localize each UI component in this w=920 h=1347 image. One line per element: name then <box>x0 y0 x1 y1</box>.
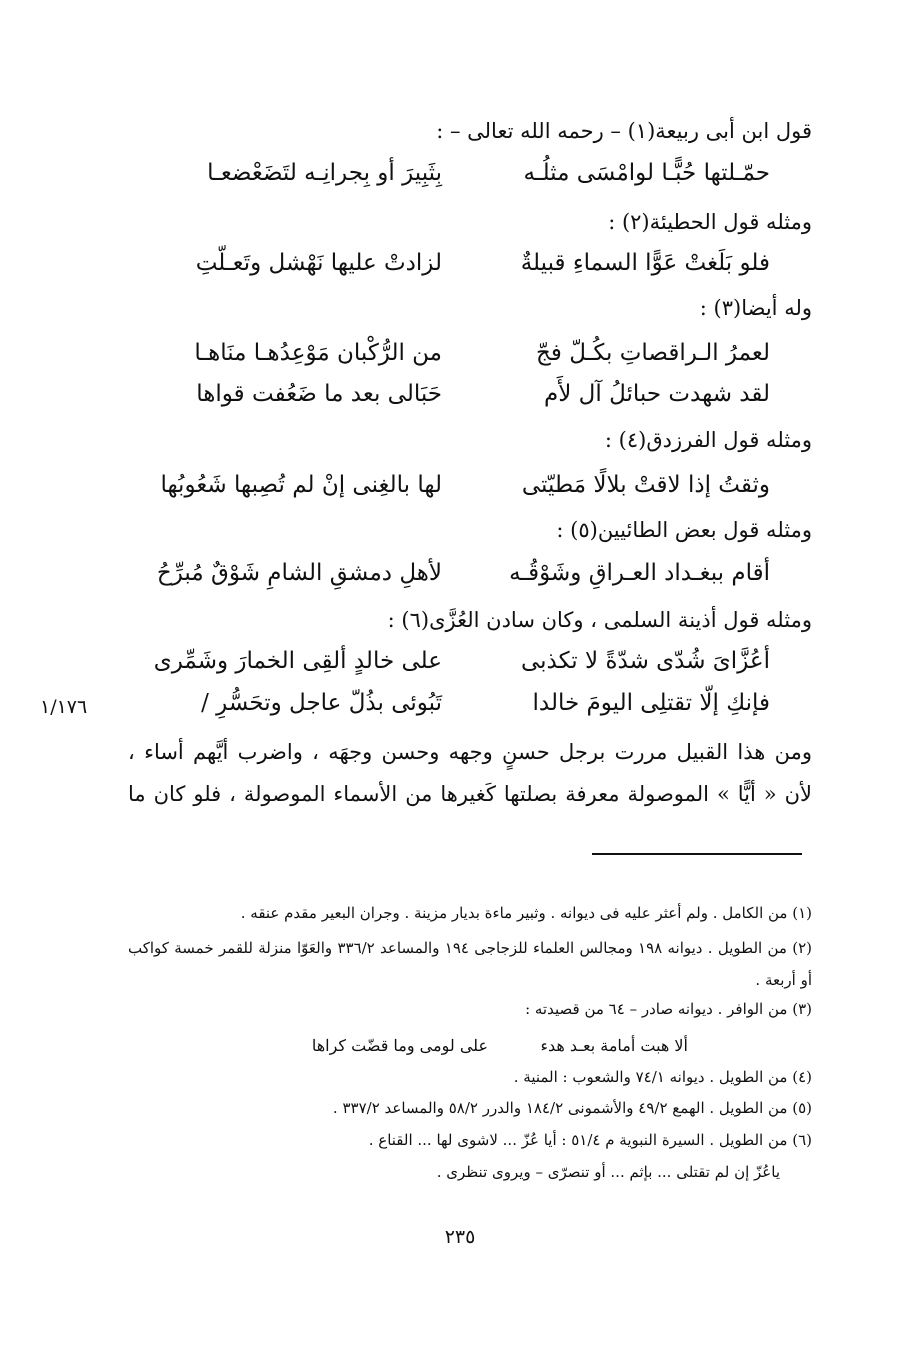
prose-line: ومن هذا القبيل مررت برجل حسنٍ وجهه وحسن وجهَه ، واضرب أيَّهم أساء ، <box>128 740 812 764</box>
verse-first-hemistich: فلو بَلَغتْ عَوًّا السماءِ قبيلةٌ <box>520 250 770 276</box>
verse-second-hemistich: لها بالغِنى إنْ لم تُصِبها شَعُوبُها <box>160 472 442 498</box>
verse-intro-ibn-abi-rabia: قول ابن أبى ربيعة(١) – رحمه الله تعالى – : <box>436 119 812 143</box>
verse-line <box>0 560 920 600</box>
verse-first-hemistich: حمّـلتها حُبًّـا لوامْسَى مثلُـه <box>523 160 770 186</box>
verse-second-hemistich: على خالدٍ ألقِى الخمارَ وشَمِّرى <box>153 648 442 674</box>
verse-first-hemistich: فإنكِ إلّا تقتلِى اليومَ خالدا <box>532 690 770 716</box>
footnote-1: (١) من الكامل . ولم أعثر عليه فى ديوانه . وثبير ماءة بديار مزينة . وجران البعير مقدم عنقه . <box>240 904 812 922</box>
footnote-separator <box>592 853 802 855</box>
verse-second-hemistich: لزادتْ عليها نَهْشل وتَعـلّتِ <box>195 250 442 276</box>
verse-second-hemistich: بِثَبِيرَ أو بِجرانِـه لتَضَعْضعـا <box>207 160 442 186</box>
margin-page-reference: ١/١٧٦ <box>40 696 88 718</box>
page-number: ٢٣٥ <box>444 1226 476 1248</box>
footnote-6: (٦) من الطويل . السيرة النبوية م ٥١/٤ : أيا عُزّ ... لاشوى لها ... القناع . <box>368 1131 812 1149</box>
verse-line <box>0 648 920 688</box>
verse-intro-udhayna: ومثله قول أذينة السلمى ، وكان سادن العُزَّى(٦) : <box>387 608 812 632</box>
verse-intro-farazdaq: ومثله قول الفرزدق(٤) : <box>604 428 812 452</box>
verse-intro-taiyin: ومثله قول بعض الطائيين(٥) : <box>556 518 812 542</box>
verse-line <box>0 690 920 730</box>
verse-line <box>0 340 920 380</box>
verse-line <box>0 472 920 512</box>
verse-line <box>0 381 920 421</box>
footnote-5: (٥) من الطويل . الهمع ٤٩/٢ والأشمونى ١٨٤/٢ والدرر ٥٨/٢ والمساعد ٣٣٧/٢ . <box>332 1099 812 1117</box>
verse-intro-hutaya: ومثله قول الحطيئة(٢) : <box>608 210 812 234</box>
verse-first-hemistich: لقد شهدت حبائلُ آل لأَم <box>543 381 770 407</box>
footnote-2: (٢) من الطويل . ديوانه ١٩٨ ومجالس العلماء للزجاجى ١٩٤ والمساعد ٣٣٦/٢ والعَوّا منزلة للقمر خمسة كواكب أو أربعة . <box>128 939 813 989</box>
verse-intro-also: وله أيضا(٣) : <box>699 296 812 320</box>
footnote-3-verse <box>0 1036 920 1066</box>
verse-first-hemistich: لعمرُ الـراقصاتِ بكُـلّ فجّ <box>536 340 770 366</box>
verse-second-hemistich: لأهلِ دمشقِ الشامِ شَوْقٌ مُبرِّحُ <box>156 560 442 586</box>
verse-first-hemistich: أعُزَّاىَ شُدّى شدّةً لا تكذبى <box>520 648 770 674</box>
verse-first-hemistich: وثقتُ إذا لاقتْ بلالًا مَطيّتى <box>521 472 770 498</box>
verse-line <box>0 250 920 290</box>
verse-second-hemistich: على لومى وما قضّت كراها <box>311 1036 488 1055</box>
prose-line: لأن « أيًّا » الموصولة معرفة بصلتها كَغيرها من الأسماء الموصولة ، فلو كان ما <box>128 782 812 806</box>
footnote-6-continuation: ياعُزّ إن لم تقتلى ... بإثم ... أو تنصرّى – ويروى تنظرى . <box>436 1163 780 1181</box>
verse-line <box>0 160 920 200</box>
verse-second-hemistich: من الرُّكْبان مَوْعِدُهـا منَاهـا <box>194 340 442 366</box>
verse-second-hemistich: تَبُوئى بذُلّ عاجل وتحَسُّرِ / <box>201 690 442 716</box>
footnote-4: (٤) من الطويل . ديوانه ٧٤/١ والشعوب : المنية . <box>513 1068 812 1086</box>
verse-first-hemistich: ألا هبت أمامة بعـد هدء <box>540 1036 688 1055</box>
verse-first-hemistich: أقام ببغـداد العـراقِ وشَوْقُـه <box>509 560 770 586</box>
verse-second-hemistich: حَبَالى بعد ما ضَعُفت قواها <box>196 381 442 407</box>
footnote-3: (٣) من الوافر . ديوانه صادر – ٦٤ من قصيدته : <box>525 1000 812 1018</box>
